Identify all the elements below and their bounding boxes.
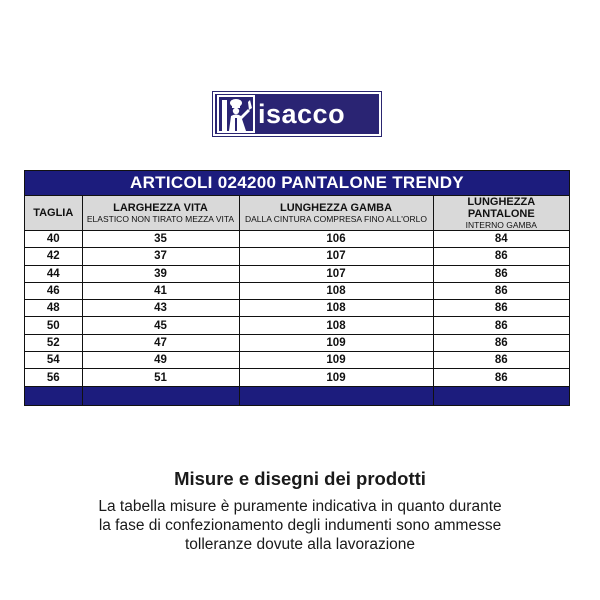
table-row xyxy=(25,265,569,282)
cell-lunghezza-pantalone: 86 xyxy=(433,317,569,334)
header-lunghezza-gamba: LUNGHEZZA GAMBA DALLA CINTURA COMPRESA FINO ALL'ORLO xyxy=(239,196,433,231)
cell-lunghezza-gamba: 108 xyxy=(239,300,433,317)
cell-lunghezza-gamba: 107 xyxy=(239,265,433,282)
cell-lunghezza-pantalone: 86 xyxy=(433,352,569,369)
table-row xyxy=(25,248,569,265)
cell-lunghezza-gamba: 108 xyxy=(239,282,433,299)
table-row xyxy=(25,369,569,386)
cell-lunghezza-pantalone: 86 xyxy=(433,265,569,282)
table-row xyxy=(25,352,569,369)
cell-taglia: 56 xyxy=(25,369,82,386)
table-row xyxy=(25,231,569,248)
cell-lunghezza-gamba: 108 xyxy=(239,317,433,334)
table-footer-bar xyxy=(25,386,569,405)
table-row xyxy=(25,317,569,334)
header-larghezza-vita: LARGHEZZA VITA ELASTICO NON TIRATO MEZZA VITA xyxy=(82,196,239,231)
cell-taglia: 54 xyxy=(25,352,82,369)
cell-lunghezza-gamba: 107 xyxy=(239,248,433,265)
table-row xyxy=(25,300,569,317)
header-taglia: TAGLIA xyxy=(25,196,82,231)
size-grid xyxy=(25,196,569,405)
cell-larghezza-vita: 41 xyxy=(82,282,239,299)
cell-lunghezza-pantalone: 86 xyxy=(433,369,569,386)
cell-taglia: 46 xyxy=(25,282,82,299)
cell-larghezza-vita: 37 xyxy=(82,248,239,265)
info-line-1: La tabella misure è puramente indicativa in quanto durante xyxy=(98,498,502,515)
cell-larghezza-vita: 43 xyxy=(82,300,239,317)
cell-larghezza-vita: 47 xyxy=(82,334,239,351)
info-line-3: tolleranze dovute alla lavorazione xyxy=(184,536,416,553)
cell-lunghezza-gamba: 109 xyxy=(239,334,433,351)
cell-taglia: 42 xyxy=(25,248,82,265)
cell-larghezza-vita: 39 xyxy=(82,265,239,282)
cell-lunghezza-gamba: 109 xyxy=(239,369,433,386)
cell-taglia: 52 xyxy=(25,334,82,351)
info-heading: Misure e disegni dei prodotti xyxy=(174,468,426,489)
table-row xyxy=(25,282,569,299)
cell-larghezza-vita: 45 xyxy=(82,317,239,334)
info-line-2: la fase di confezionamento degli indumenti sono ammesse xyxy=(98,517,502,534)
brand-logo xyxy=(212,91,382,137)
cell-larghezza-vita: 35 xyxy=(82,231,239,248)
cell-lunghezza-pantalone: 86 xyxy=(433,282,569,299)
cell-lunghezza-pantalone: 84 xyxy=(433,231,569,248)
header-lunghezza-pantalone: LUNGHEZZA PANTALONE INTERNO GAMBA xyxy=(433,196,569,231)
cell-lunghezza-gamba: 106 xyxy=(239,231,433,248)
cell-taglia: 50 xyxy=(25,317,82,334)
brand-name: isacco xyxy=(258,98,346,129)
cell-taglia: 40 xyxy=(25,231,82,248)
table-row xyxy=(25,334,569,351)
cell-larghezza-vita: 49 xyxy=(82,352,239,369)
cell-lunghezza-gamba: 109 xyxy=(239,352,433,369)
cell-lunghezza-pantalone: 86 xyxy=(433,334,569,351)
size-table xyxy=(24,170,570,406)
cell-lunghezza-pantalone: 86 xyxy=(433,300,569,317)
table-title: ARTICOLI 024200 PANTALONE TRENDY xyxy=(25,171,569,196)
cell-larghezza-vita: 51 xyxy=(82,369,239,386)
cell-taglia: 48 xyxy=(25,300,82,317)
isacco-chef-logo-icon xyxy=(216,94,256,134)
cell-lunghezza-pantalone: 86 xyxy=(433,248,569,265)
table-header-row xyxy=(25,196,569,231)
cell-taglia: 44 xyxy=(25,265,82,282)
